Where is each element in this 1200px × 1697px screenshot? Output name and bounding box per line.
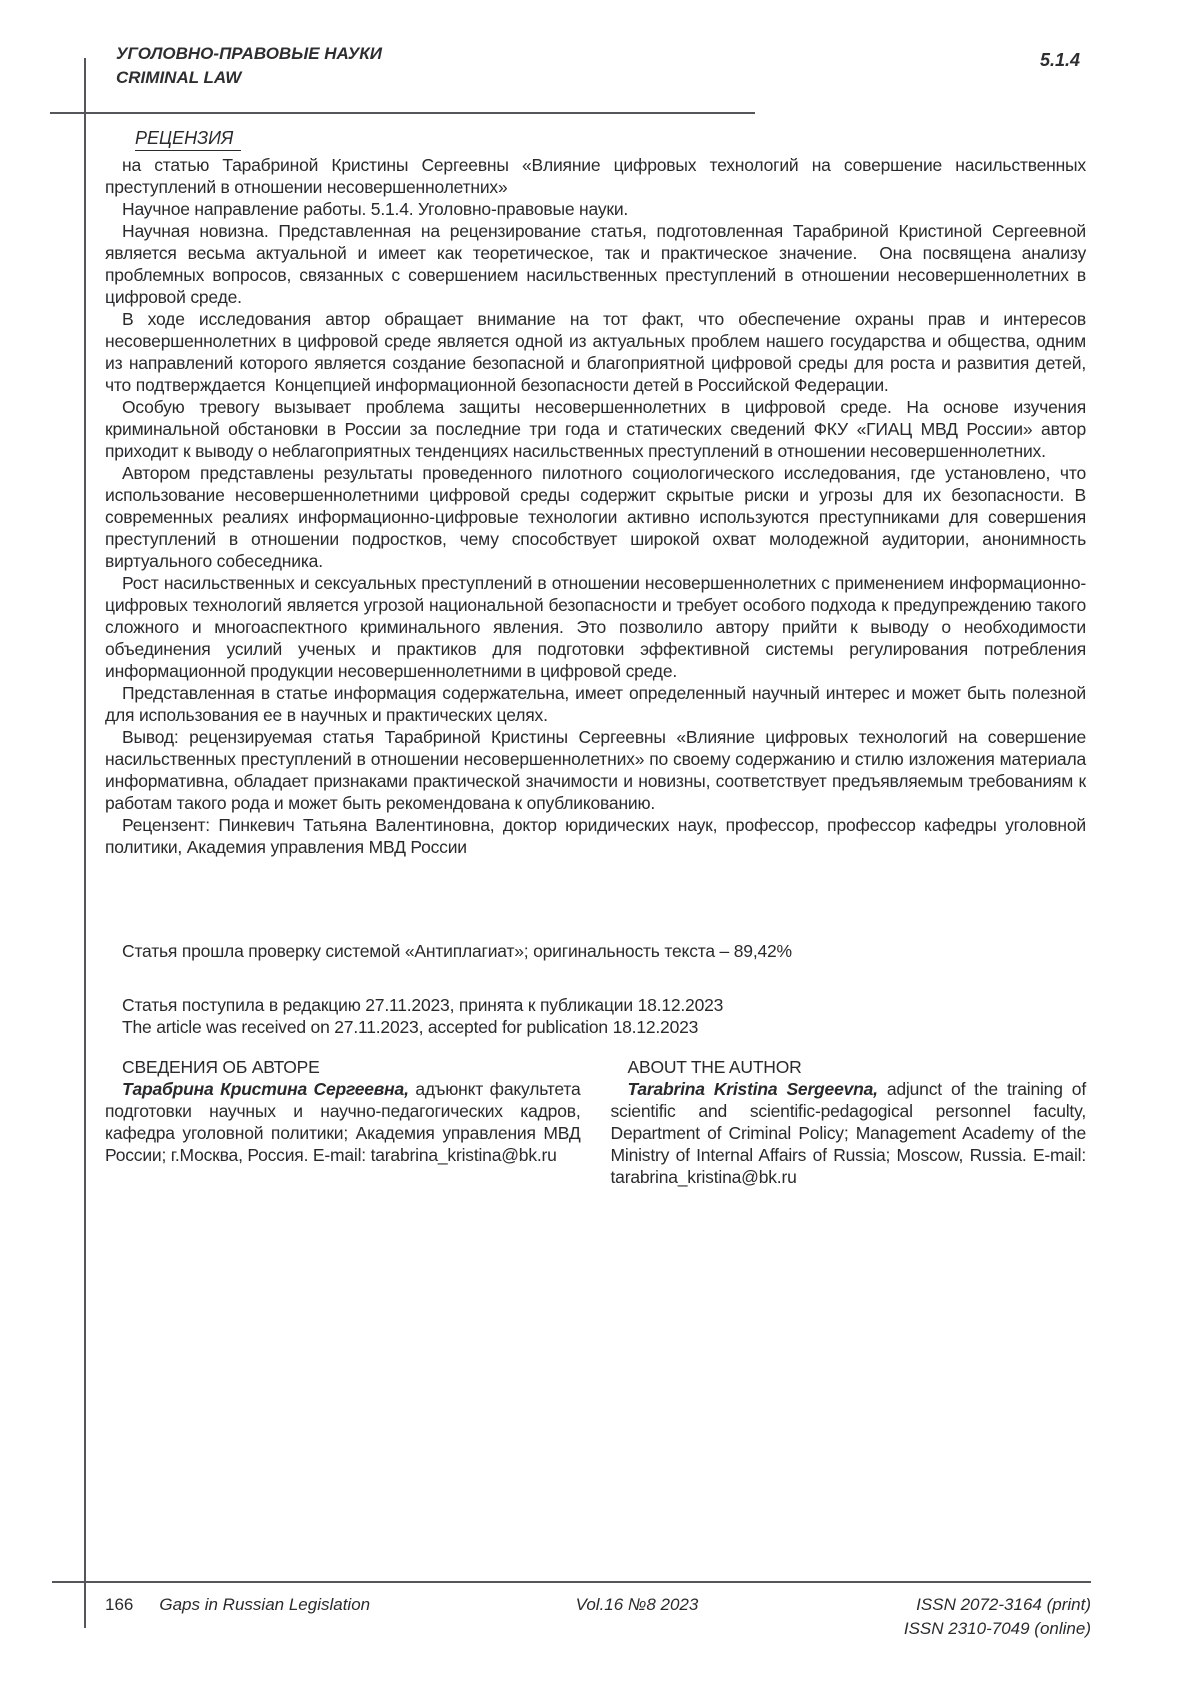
footer-left — [105, 1593, 370, 1617]
review-paragraph: Рост насильственных и сексуальных преступлений в отношении несовершеннолетних с применением информационно-цифровых технологий является угрозой национальной безопасности и требует особого подхода к предупреждению такого сложного и многоаспектного криминального явления. Это позволило автору прийти к выводу о необходимости объединения усилий ученых и практиков для подготовки эффективной системы регулирования потребления информационной продукции несовершеннолетними в цифровой среде. — [105, 573, 1086, 681]
author-name-ru: Тарабрина Кристина Сергеевна, — [122, 1079, 409, 1099]
author-details-en: adjunct of the training of scientific and scientific-pedagogical personnel faculty, Department of Criminal Policy; Management Academy of the Ministry of Internal Affairs of Russia; Moscow, Russia. E-mail: tarabrina_kristina@bk.ru — [610, 1079, 1086, 1187]
review-paragraph: Автором представлены результаты проведенного пилотного социологического исследования, где установлено, что использование несовершеннолетними цифровой среды содержит скрытые риски и угрозы для их безопасности. В современных реалиях информационно-цифровые технологии активно используются преступниками для совершения преступлений в отношении подростков, чему способствует широкой охват молодежной аудитории, анонимность виртуального собеседника. — [105, 463, 1086, 571]
received-note-en: The article was received on 27.11.2023, accepted for publication 18.12.2023 — [122, 1017, 699, 1037]
author-info-columns — [105, 1056, 1086, 1188]
review-paragraph: на статью Тарабриной Кристины Сергеевны «Влияние цифровых технологий на совершение насильственных преступлений в отношении несовершеннолетних» — [105, 155, 1086, 197]
author-name-en: Tarabrina Kristina Sergeevna, — [627, 1079, 878, 1099]
journal-name: Gaps in Russian Legislation — [159, 1595, 371, 1614]
review-body — [105, 126, 1086, 858]
received-note-ru: Статья поступила в редакцию 27.11.2023, принята к публикации 18.12.2023 — [122, 995, 724, 1015]
antiplagiat-note: Статья прошла проверку системой «Антиплагиат»; оригинальность текста – 89,42% — [122, 941, 792, 961]
page-number: 166 — [105, 1595, 134, 1614]
author-details-ru: адъюнкт факультета подготовки научных и научно-педагогических кадров, кафедра уголовной политики; Академия управления МВД России; г.Москва, Россия. E-mail: tarabrina_kristina@bk.ru — [105, 1079, 581, 1165]
author-info-en-heading: ABOUT THE AUTHOR — [627, 1057, 802, 1077]
section-title-ru: УГОЛОВНО-ПРАВОВЫЕ НАУКИ — [116, 44, 382, 63]
review-title-text: РЕЦЕНЗИЯ — [135, 128, 241, 151]
review-title — [135, 128, 1086, 151]
section-title-en: CRIMINAL LAW — [116, 68, 242, 87]
review-paragraph: Научное направление работы. 5.1.4. Уголовно-правовые науки. — [122, 199, 629, 219]
running-head — [116, 42, 382, 90]
issn-print: ISSN 2072-3164 (print) — [916, 1595, 1091, 1614]
author-info-ru-text — [105, 1078, 581, 1166]
footer-rule — [52, 1581, 1091, 1583]
footer-issn — [904, 1593, 1091, 1641]
author-info-ru-heading: СВЕДЕНИЯ ОБ АВТОРЕ — [122, 1057, 320, 1077]
author-info-en-text — [611, 1078, 1087, 1188]
author-info-ru — [105, 1056, 581, 1188]
page-footer — [105, 1593, 1091, 1641]
header-rule — [50, 112, 755, 114]
notes-block — [105, 940, 1086, 1188]
review-paragraph: В ходе исследования автор обращает внимание на тот факт, что обеспечение охраны прав и интересов несовершеннолетних в цифровой среде является одной из актуальных проблем нашего государства и общества, одним из направлений которого является создание безопасной и благоприятной цифровой среды для роста и развития детей, что подтверждается Концепцией информационной безопасности детей в Российской Федерации. — [105, 309, 1086, 395]
review-paragraph: Научная новизна. Представленная на рецензирование статья, подготовленная Тарабриной Кристиной Сергеевной является весьма актуальной и имеет как теоретическое, так и практическое значение. Она посвящена анализу проблемных вопросов, связанных с совершением насильственных преступлений в отношении несовершеннолетних в цифровой среде. — [105, 221, 1086, 307]
left-margin-rule — [84, 58, 86, 1628]
review-paragraphs — [105, 154, 1086, 858]
author-info-en — [611, 1056, 1087, 1188]
review-paragraph: Особую тревогу вызывает проблема защиты несовершеннолетних в цифровой среде. На основе изучения криминальной обстановки в России за последние три года и статических сведений ФКУ «ГИАЦ МВД России» автор приходит к выводу о неблагоприятных тенденциях насильственных преступлений в отношении несовершеннолетних. — [105, 397, 1086, 461]
issn-online: ISSN 2310-7049 (online) — [903, 1619, 1091, 1638]
review-paragraph: Вывод: рецензируемая статья Тарабриной Кристины Сергеевны «Влияние цифровых технологий на совершение насильственных преступлений в отношении несовершеннолетних» по своему содержанию и стилю изложения материала информативна, обладает признаками практической значимости и новизны, соответствует предъявляемым требованиям к работам такого рода и может быть рекомендована к опубликованию. — [105, 727, 1086, 813]
volume-info: Vol.16 №8 2023 — [575, 1595, 699, 1614]
review-paragraph: Рецензент: Пинкевич Татьяна Валентиновна, доктор юридических наук, профессор, профессор кафедры уголовной политики, Академия управления МВД России — [105, 815, 1086, 857]
classification-code: 5.1.4 — [1040, 50, 1081, 70]
review-paragraph: Представленная в статье информация содержательна, имеет определенный научный интерес и может быть полезной для использования ее в научных и практических целях. — [105, 683, 1086, 725]
